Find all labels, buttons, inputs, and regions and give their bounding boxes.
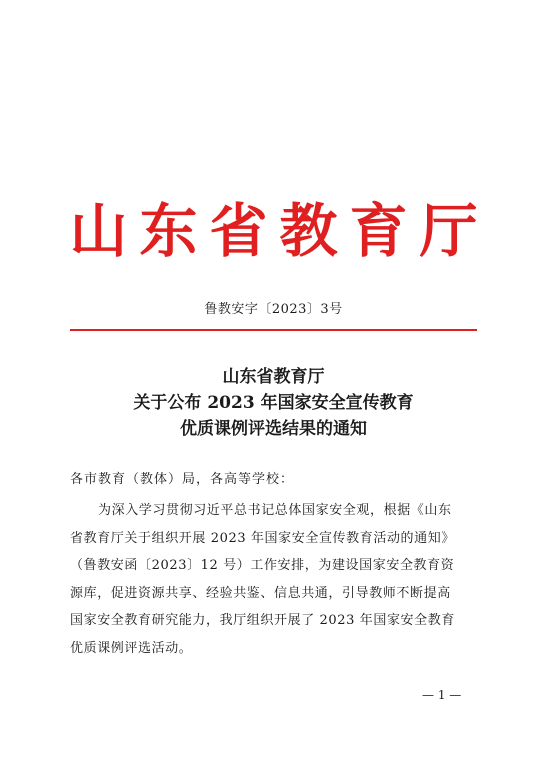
body-paragraph <box>70 497 478 662</box>
document-number: 鲁教安字〔2023〕3号 <box>204 302 343 317</box>
notice-title <box>0 364 547 442</box>
body-line: 优质课例评选活动。 <box>70 640 193 656</box>
salutation: 各市教育（教体）局，各高等学校： <box>70 472 295 487</box>
body-line: 省教育厅关于组织开展 2023 年国家安全宣传教育活动的通知》 <box>70 530 455 546</box>
red-divider-line <box>70 329 477 331</box>
masthead-title: 山东省教育厅 <box>69 197 490 265</box>
body-line: 源库，促进资源共享、经验共鉴、信息共通，引导教师不断提高 <box>70 585 451 601</box>
page-number: — 1 — <box>422 688 462 702</box>
body-line: （鲁教安函〔2023〕12 号）工作安排，为建设国家安全教育资 <box>70 558 455 573</box>
title-line: 关于公布 2023 年国家安全宣传教育 <box>133 393 414 413</box>
body-line: 为深入学习贯彻习近平总书记总体国家安全观，根据《山东 <box>98 503 452 518</box>
body-line: 国家安全教育研究能力，我厅组织开展了 2023 年国家安全教育 <box>70 613 455 628</box>
title-line: 优质课例评选结果的通知 <box>180 419 367 439</box>
title-line: 山东省教育厅 <box>222 367 325 387</box>
